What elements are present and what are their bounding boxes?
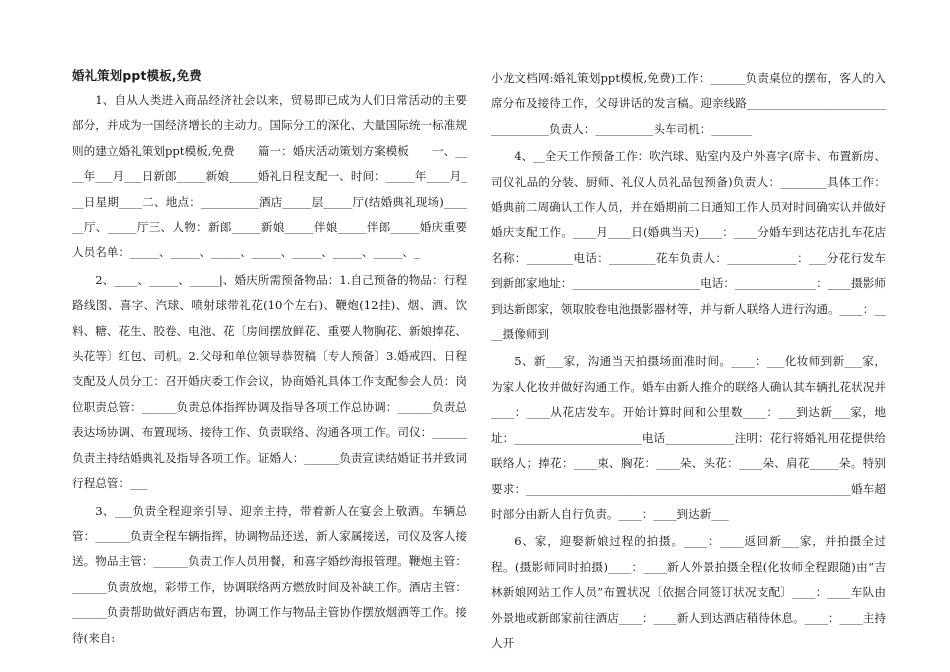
paragraph-6: 6、家，迎娶新娘过程的拍摄。____：____返回新___家，并拍摄全过程。(摄影师同时拍摄)____：____新人外景拍摄全程(化妆师全程跟随)由“吉林新娘网站工作人员”布置状况〔依据合同签订状况支配〕____：____车队由外景地或新郎家前往酒店____：____新人到达酒店稍待休息。____：____主持人开 bbox=[491, 534, 886, 650]
right-column bbox=[491, 66, 886, 662]
paragraph-3: 3、___负责全程迎亲引导、迎亲主持，带着新人在宴会上敬酒。车辆总管：______负责全程车辆指挥，协调物品还送，新人家属接送，司仪及客人接送。物品主管：______负责工作人员用餐，和喜字婚纱海报管理。鞭炮主管：______负责放炮，彩带工作，协调联络两方燃放时间及补缺工作。酒店主管：______负责帮助做好酒店布置，协调工作与物品主管协作摆放烟酒等工作。接待(来自: bbox=[72, 503, 467, 645]
paragraph-5: 5、新___家，沟通当天拍摄场面准时间。____：___化妆师到新___家，为家人化妆并做好沟通工作。婚车由新人推介的联络人确认其车辆扎花状况并____：____从花店发车。开始计算时间和公里数____：___到达新___家，地址：______________________电话____________注明：花行将婚礼用花提供给联络人；捧花：____束、胸花：____朵、头花：____朵、肩花_____朵。特别要求：________________________________________________________婚车超时部分由新人自行负责。____：____到达新___ bbox=[491, 354, 886, 521]
paragraph-4: 4、__全天工作预备工作：吹汽球、贴室内及户外喜字(席卡、布置新房、司仪礼品的分装、厨师、礼仪人员礼品包预备)负责人：________具体工作：婚典前二周确认工作人员，并在婚期前二日通知工作人员对时间确实认并做好婚庆支配工作。____月____日(婚典当天)____：____分婚车到达花店扎车花店名称：________电话：________花车负责人：____________：___分花行发车到新郎家地址：______________________电话：______________：____摄影师到达新郎家，领取胶卷电池摄影器材等，并与新人联络人进行沟通。____：____摄像师到 bbox=[491, 149, 886, 342]
document-title: 婚礼策划ppt模板,免费 bbox=[72, 68, 202, 83]
paragraph-3-continued: 小龙文档网:婚礼策划ppt模板,免费)工作：______负责桌位的摆布，客人的入席分布及接待工作，父母讲话的发言稿。迎亲线路__________________________________负责人：__________头车司机：_______ bbox=[491, 71, 886, 136]
paragraph-2: 2、____、_____、_____|、婚庆所需预备物品：1.自己预备的物品：行程路线图、喜字、汽球、喷射球带礼花(10个左右)、鞭炮(12挂)、烟、酒、饮料、糖、花生、胶卷、电池、花〔房间摆放鲜花、重要人物胸花、新娘捧花、头花等〕红包、司机。2.父母和单位领导恭贺稿〔专人预备〕3.婚戒四、日程支配及人员分工：召开婚庆委工作会议，协商婚礼具体工作支配参会人员：岗位职责总管：______负责总体指挥协调及指导各项工作总协调：______负责总表达场协调、布置现场、接待工作、负责联络、沟通各项工作。司仪：______负责主持结婚典礼及指导各项工作。证婚人：______负责宣读结婚证书并致词行程总管：___ bbox=[72, 272, 467, 491]
paragraph-1: 1、自从人类进入商品经济社会以来，贸易即已成为人们日常活动的主要部分，并成为一国经济增长的主动力。国际分工的深化、大量国际统一标准规则的建立婚礼策划ppt模板,免费 篇一：婚庆活动策划方案模板 一、____年___月___日新郎_____新娘_____婚礼日程支配一、时间：_____年____月___日星期____二、地点：__________酒店_____层_____厅(结婚典礼现场)______厅、_____厅三、人物：新郎_____新娘_____伴娘_____伴郎_____婚庆重要人员名单：_____、_____、_____、_____、_____、_____、_____、_ bbox=[72, 93, 467, 260]
left-column bbox=[72, 66, 467, 662]
